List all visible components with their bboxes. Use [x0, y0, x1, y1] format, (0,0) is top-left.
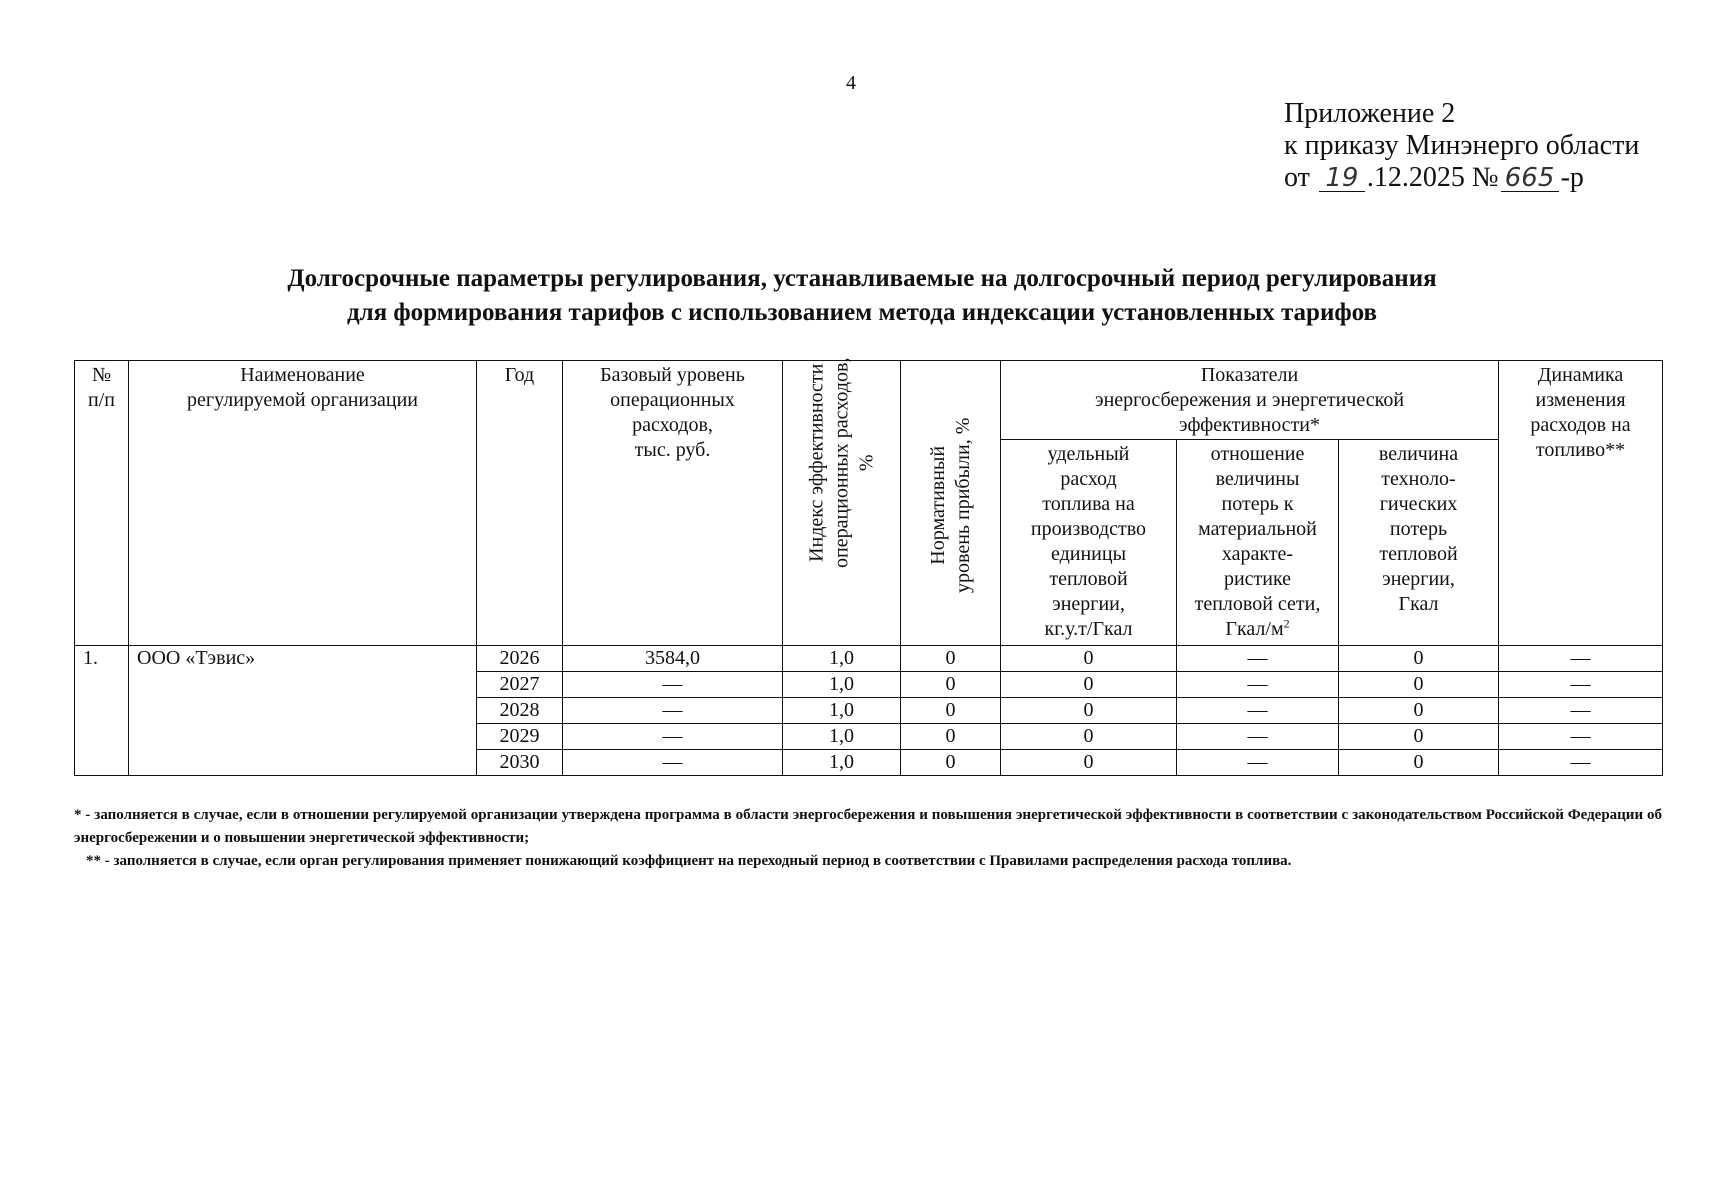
cell-year: 2026	[477, 646, 563, 672]
header-loss-ratio-line: тепловой сети,	[1194, 593, 1321, 615]
header-fuel-rate-line: энергии,	[1052, 593, 1125, 615]
header-fuel-rate-line: производство	[1030, 518, 1147, 540]
header-base-line: расходов,	[632, 414, 713, 436]
header-base-opex	[563, 361, 783, 646]
date-rest: .12.2025 №	[1366, 162, 1499, 193]
header-energy-line: энергосбережения и энергетической	[1094, 389, 1405, 411]
table-row	[75, 646, 1663, 672]
footnote-1: * - заполняется в случае, если в отношении регулируемой организации утверждена программа в области энергосбережения и повышения энергетической эффективности в соответствии с законодательством Российской Федерации об энергосбережении и о повышении энергетической эффективности;	[74, 807, 1662, 846]
handwritten-day: 19	[1319, 165, 1365, 192]
cell-efficiency-index: 1,0	[783, 724, 901, 750]
header-specific-fuel-rate	[1001, 440, 1177, 646]
header-tech-loss-line: тепловой	[1379, 543, 1458, 565]
footnote-2: ** - заполняется в случае, если орган регулирования применяет понижающий коэффициент на переходный период в соответствии с Правилами распределения расхода топлива.	[86, 853, 1292, 869]
cell-year: 2028	[477, 698, 563, 724]
header-loss-ratio-line: отношение	[1210, 443, 1305, 465]
header-number	[75, 361, 129, 646]
header-profit-line: уровень прибыли, %	[951, 417, 974, 593]
cell-fuel-dynamics: —	[1499, 698, 1663, 724]
cell-tech-losses: 0	[1339, 672, 1499, 698]
header-base-line: Базовый уровень	[600, 364, 745, 386]
cell-loss-ratio: —	[1177, 698, 1339, 724]
cell-base-opex: —	[563, 698, 783, 724]
unit-text: Гкал/м	[1225, 618, 1284, 640]
handwritten-order-number: 665	[1501, 165, 1559, 192]
org-name: ООО «Тэвис»	[129, 646, 477, 776]
header-eff-line: %	[855, 454, 877, 472]
appendix-order-ref: к приказу Минэнерго области	[1284, 130, 1640, 161]
document-title	[0, 262, 1724, 330]
cell-year: 2027	[477, 672, 563, 698]
cell-efficiency-index: 1,0	[783, 750, 901, 776]
cell-fuel-rate: 0	[1001, 672, 1177, 698]
cell-profit-level: 0	[901, 698, 1001, 724]
header-energy-line: Показатели	[1200, 364, 1299, 386]
header-profit-level	[901, 361, 1001, 646]
header-energy-indicators	[1001, 361, 1499, 440]
cell-loss-ratio: —	[1177, 750, 1339, 776]
cell-fuel-dynamics: —	[1499, 724, 1663, 750]
title-line-2: для формирования тарифов с использованием метода индексации установленных тарифов	[346, 299, 1378, 326]
cell-profit-level: 0	[901, 750, 1001, 776]
header-fuel-dyn-line: топливо**	[1535, 439, 1626, 461]
header-fuel-dyn-line: изменения	[1535, 389, 1626, 411]
footnotes	[74, 804, 1662, 873]
cell-fuel-rate: 0	[1001, 724, 1177, 750]
cell-base-opex: —	[563, 672, 783, 698]
cell-tech-losses: 0	[1339, 646, 1499, 672]
header-org-line: Наименование	[240, 364, 365, 386]
cell-base-opex: —	[563, 750, 783, 776]
header-eff-line: Индекс эффективности	[805, 363, 827, 562]
header-energy-line: эффективности*	[1179, 414, 1321, 436]
cell-profit-level: 0	[901, 724, 1001, 750]
cell-base-opex: 3584,0	[563, 646, 783, 672]
header-profit-line: Нормативный	[926, 445, 949, 565]
header-fuel-dyn-line: Динамика	[1537, 364, 1624, 386]
header-tech-losses	[1339, 440, 1499, 646]
header-loss-ratio-line: характе-	[1221, 543, 1294, 565]
cell-profit-level: 0	[901, 646, 1001, 672]
title-line-1: Долгосрочные параметры регулирования, устанавливаемые на долгосрочный период регулирования	[287, 265, 1437, 292]
cell-profit-level: 0	[901, 672, 1001, 698]
header-tech-loss-line: Гкал	[1398, 593, 1439, 615]
header-number-line: п/п	[88, 389, 115, 411]
cell-tech-losses: 0	[1339, 698, 1499, 724]
header-loss-ratio-line: ристике	[1223, 568, 1292, 590]
cell-efficiency-index: 1,0	[783, 698, 901, 724]
header-eff-line: операционных расходов,	[830, 357, 852, 568]
date-prefix: от	[1284, 162, 1310, 193]
cell-fuel-dynamics: —	[1499, 672, 1663, 698]
header-number-line: №	[91, 364, 112, 386]
header-fuel-rate-line: кг.у.т/Гкал	[1044, 618, 1133, 640]
header-organization	[129, 361, 477, 646]
header-loss-ratio	[1177, 440, 1339, 646]
header-fuel-dyn-line: расходов на	[1530, 414, 1631, 436]
header-tech-loss-line: потерь	[1389, 518, 1448, 540]
cell-loss-ratio: —	[1177, 646, 1339, 672]
header-loss-ratio-line: величины	[1215, 468, 1300, 490]
header-tech-loss-line: техноло-	[1381, 468, 1456, 490]
header-loss-ratio-line: потерь к	[1221, 493, 1294, 515]
cell-fuel-dynamics: —	[1499, 646, 1663, 672]
cell-fuel-rate: 0	[1001, 750, 1177, 776]
header-efficiency-index	[783, 357, 901, 646]
cell-loss-ratio: —	[1177, 672, 1339, 698]
cell-fuel-dynamics: —	[1499, 750, 1663, 776]
cell-year: 2029	[477, 724, 563, 750]
order-suffix: -р	[1560, 162, 1584, 193]
header-tech-loss-line: гических	[1379, 493, 1458, 515]
cell-tech-losses: 0	[1339, 750, 1499, 776]
cell-efficiency-index: 1,0	[783, 672, 901, 698]
header-fuel-dynamics	[1499, 361, 1663, 646]
cell-fuel-rate: 0	[1001, 646, 1177, 672]
appendix-title: Приложение 2	[1284, 98, 1456, 129]
header-loss-ratio-line: материальной	[1198, 518, 1317, 540]
cell-base-opex: —	[563, 724, 783, 750]
unit-superscript: 2	[1283, 616, 1290, 631]
cell-fuel-rate: 0	[1001, 698, 1177, 724]
table-body	[75, 646, 1663, 776]
appendix-block	[1284, 98, 1639, 194]
rotated-profit-label	[926, 418, 976, 593]
header-tech-loss-line: энергии,	[1382, 568, 1455, 590]
header-fuel-rate-line: единицы	[1050, 543, 1127, 565]
header-year	[477, 361, 563, 646]
header-fuel-rate-line: удельный	[1047, 443, 1130, 465]
header-fuel-rate-line: топлива на	[1042, 493, 1135, 515]
header-fuel-rate-line: расход	[1060, 468, 1117, 490]
header-org-line: регулируемой организации	[187, 389, 418, 411]
header-fuel-rate-line: тепловой	[1049, 568, 1128, 590]
table-header	[75, 357, 1663, 646]
cell-tech-losses: 0	[1339, 724, 1499, 750]
header-loss-ratio-unit	[1177, 617, 1338, 642]
header-base-line: операционных	[610, 389, 735, 411]
header-base-line: тыс. руб.	[634, 439, 711, 461]
page-number: 4	[846, 72, 856, 94]
header-year-line: Год	[504, 364, 535, 386]
appendix-date-line	[1284, 162, 1639, 194]
cell-efficiency-index: 1,0	[783, 646, 901, 672]
cell-year: 2030	[477, 750, 563, 776]
org-number: 1.	[75, 646, 129, 776]
cell-loss-ratio: —	[1177, 724, 1339, 750]
rotated-efficiency-label	[804, 358, 879, 568]
parameters-table	[74, 357, 1663, 776]
header-tech-loss-line: величина	[1378, 443, 1459, 465]
